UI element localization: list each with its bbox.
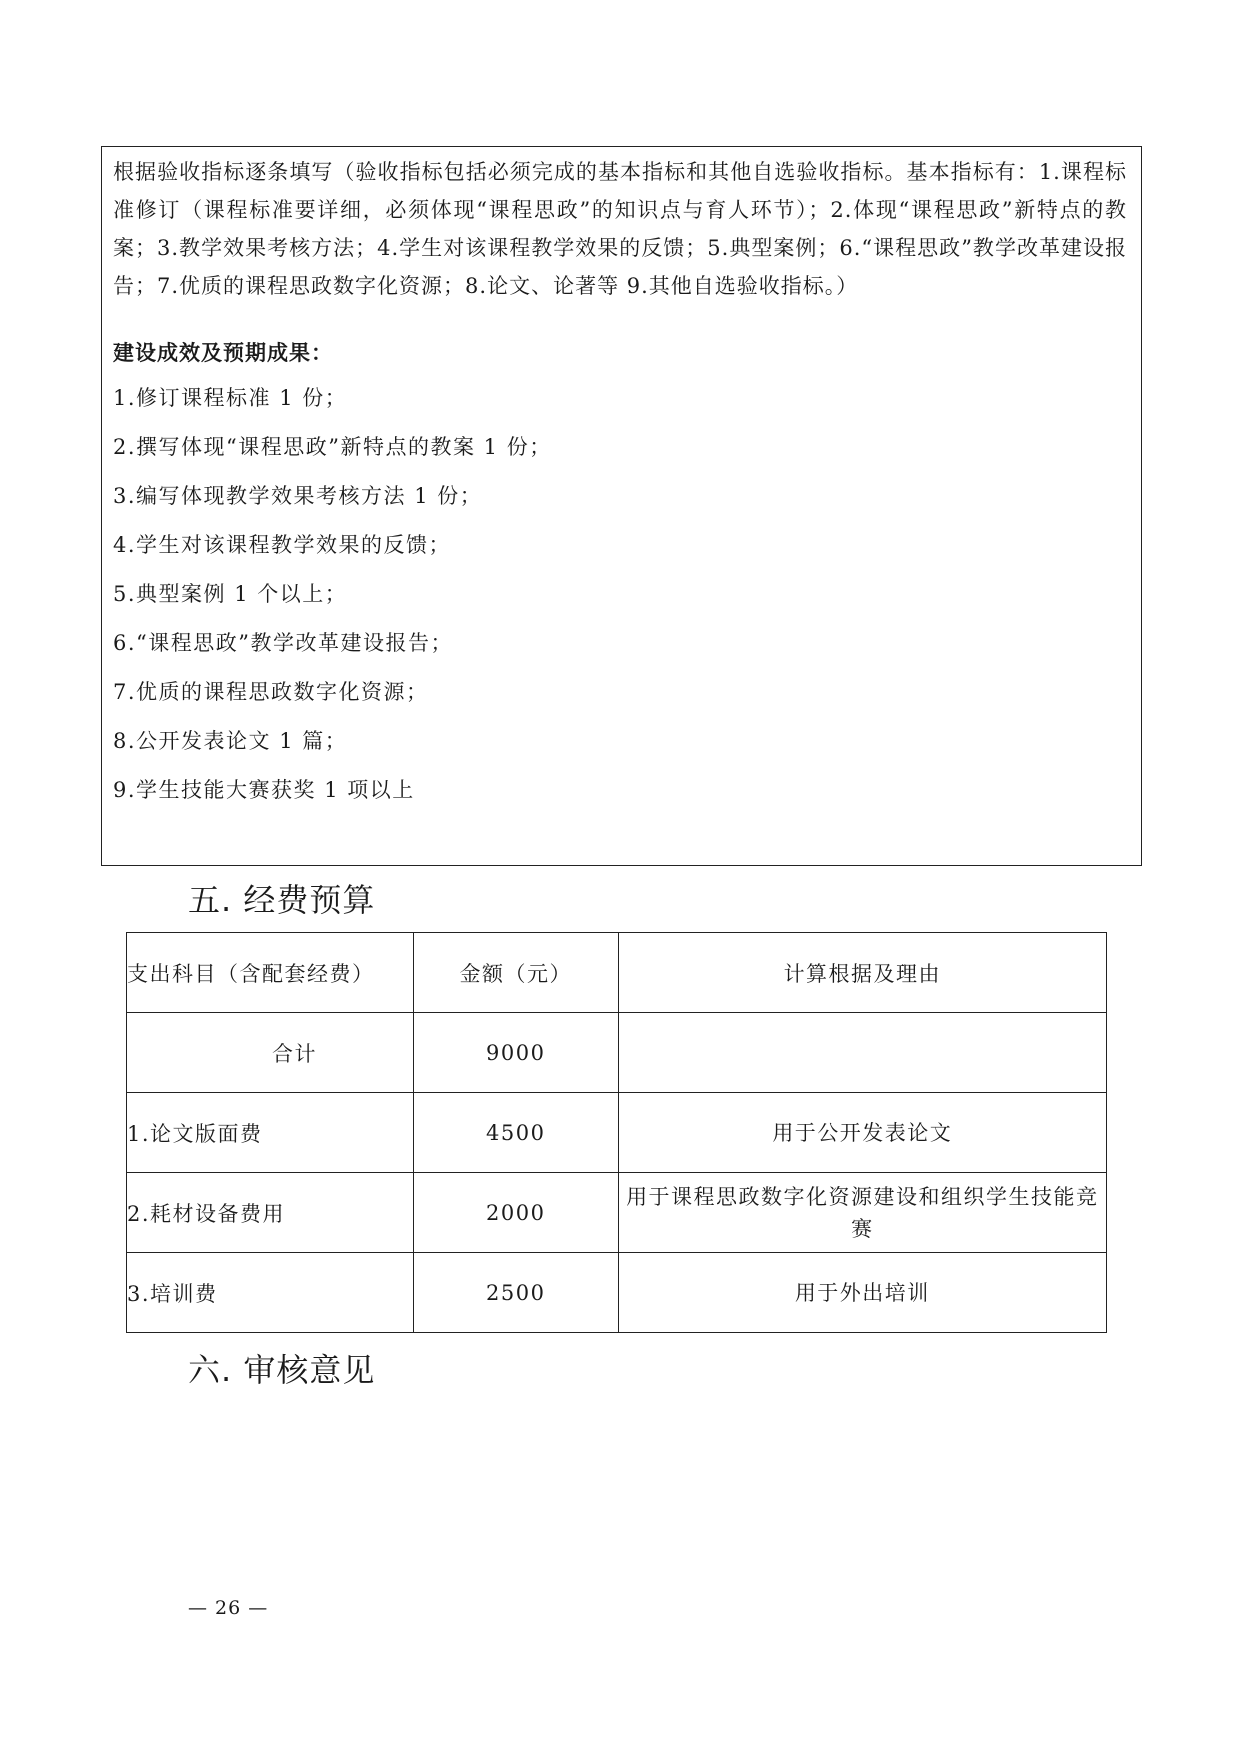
row-item: 1.论文版面费 [127,1093,414,1173]
row-basis: 用于外出培训 [618,1253,1106,1333]
list-item: 5.典型案例 1 个以上； [113,582,348,606]
row-item: 3.培训费 [127,1253,414,1333]
list-item: 2.撰写体现“课程思政”新特点的教案 1 份； [113,435,552,459]
table-header-row [127,933,1107,1013]
total-label: 合计 [127,1013,414,1093]
results-heading: 建设成效及预期成果： [113,340,333,365]
list-item: 6.“课程思政”教学改革建设报告； [113,631,454,655]
results-list [113,380,1127,821]
total-basis [618,1013,1106,1093]
header-item: 支出科目（含配套经费） [127,933,414,1013]
row-amount: 4500 [413,1093,618,1173]
budget-section-title: 五. 经费预算 [188,881,376,919]
review-section-title: 六. 审核意见 [188,1351,376,1389]
page-number: — 26 — [188,1597,269,1619]
total-amount: 9000 [413,1013,618,1093]
table-row [127,1253,1107,1333]
list-item: 4.学生对该课程教学效果的反馈； [113,533,452,557]
list-item: 3.编写体现教学效果考核方法 1 份； [113,484,483,508]
list-item: 7.优质的课程思政数字化资源； [113,680,429,704]
header-amount: 金额（元） [413,933,618,1013]
row-basis: 用于公开发表论文 [618,1093,1106,1173]
list-item: 1.修订课程标准 1 份； [113,386,348,410]
row-basis: 用于课程思政数字化资源建设和组织学生技能竞赛 [618,1173,1106,1253]
budget-table [126,932,1107,1333]
list-item: 9.学生技能大赛获奖 1 项以上 [113,778,415,802]
list-item: 8.公开发表论文 1 篇； [113,729,348,753]
header-basis: 计算根据及理由 [618,933,1106,1013]
table-row [127,1173,1107,1253]
row-item: 2.耗材设备费用 [127,1173,414,1253]
row-amount: 2000 [413,1173,618,1253]
row-amount: 2500 [413,1253,618,1333]
table-row [127,1093,1107,1173]
acceptance-instruction: 根据验收指标逐条填写（验收指标包括必须完成的基本指标和其他自选验收指标。基本指标有：1.课程标准修订（课程标准要详细，必须体现“课程思政”的知识点与育人环节）；2.体现“课程思政”新特点的教案；3.教学效果考核方法；4.学生对该课程教学效果的反馈；5.典型案例；6.“课程思政”教学改革建设报告；7.优质的课程思政数字化资源；8.论文、论著等 9.其他自选验收指标。） [113,160,1127,298]
table-row-total [127,1013,1107,1093]
acceptance-indicators-box [101,146,1142,866]
